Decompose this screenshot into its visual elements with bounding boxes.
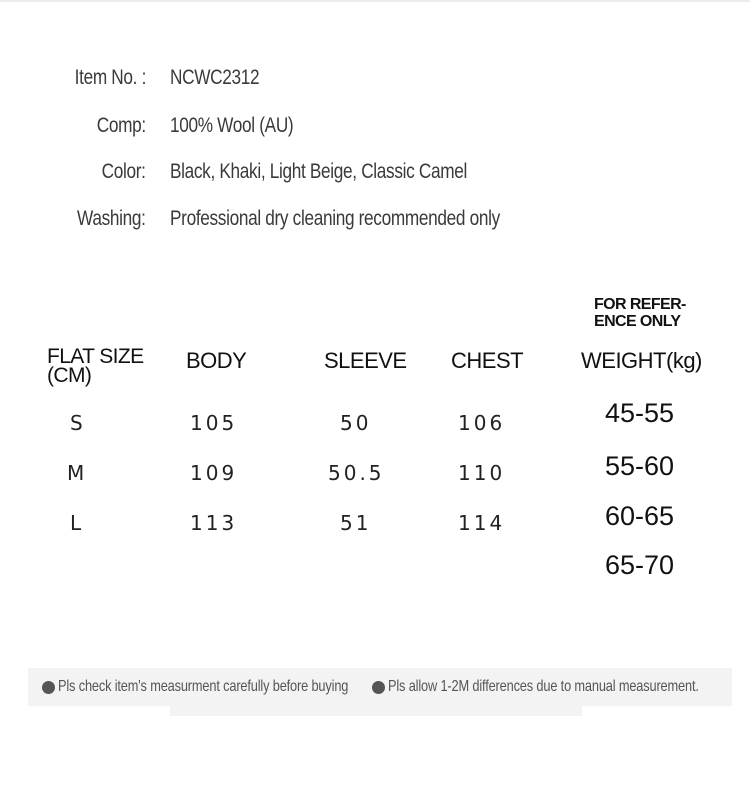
spec-label: Item No. : <box>74 66 146 89</box>
sleeve-cell: 51 <box>340 511 372 535</box>
weight-cell: 55-60 <box>605 451 675 481</box>
chest-cell: 114 <box>458 511 506 535</box>
chest-cell: 110 <box>458 461 506 485</box>
sleeve-cell: 50.5 <box>328 461 385 485</box>
header-chest: CHEST <box>451 348 524 373</box>
size-cell: M <box>67 461 88 485</box>
weight-cell: 65-70 <box>605 550 675 580</box>
size-cell: L <box>70 511 85 535</box>
bullet-icon <box>372 681 385 694</box>
bullet-icon <box>42 681 55 694</box>
header-body: BODY <box>186 348 247 373</box>
spec-row-color <box>0 160 750 190</box>
size-cell: S <box>70 411 86 435</box>
spec-label: Color: <box>102 160 146 183</box>
reference-note: FOR REFER- ENCE ONLY <box>594 296 686 330</box>
note-item <box>372 678 750 696</box>
chest-cell: 106 <box>458 411 506 435</box>
spec-row-washing <box>0 207 750 237</box>
body-cell: 113 <box>190 511 238 535</box>
spec-value: NCWC2312 <box>170 66 260 89</box>
spec-row-item-no <box>0 66 750 96</box>
notes-bar <box>28 668 732 706</box>
note-text: Pls check item's measurment carefully before buying <box>58 678 349 695</box>
body-cell: 109 <box>190 461 238 485</box>
sleeve-cell: 50 <box>340 411 372 435</box>
body-cell: 105 <box>190 411 238 435</box>
note-item <box>42 678 421 696</box>
header-weight: WEIGHT(kg) <box>581 348 702 373</box>
top-divider <box>0 0 750 2</box>
notes-bar-underlay <box>170 706 582 716</box>
spec-label: Comp: <box>96 114 146 137</box>
header-sleeve: SLEEVE <box>324 348 407 373</box>
spec-value: Black, Khaki, Light Beige, Classic Camel <box>170 160 467 183</box>
spec-value: Professional dry cleaning recommended only <box>170 207 500 230</box>
spec-value: 100% Wool (AU) <box>170 114 294 137</box>
spec-row-composition <box>0 114 750 144</box>
weight-cell: 45-55 <box>605 398 675 428</box>
weight-cell: 60-65 <box>605 501 675 531</box>
note-text: Pls allow 1-2M differences due to manual measurement. <box>388 678 699 695</box>
spec-label: Washing: <box>77 207 146 230</box>
header-flat-size: FLAT SIZE (CM) <box>47 345 144 387</box>
